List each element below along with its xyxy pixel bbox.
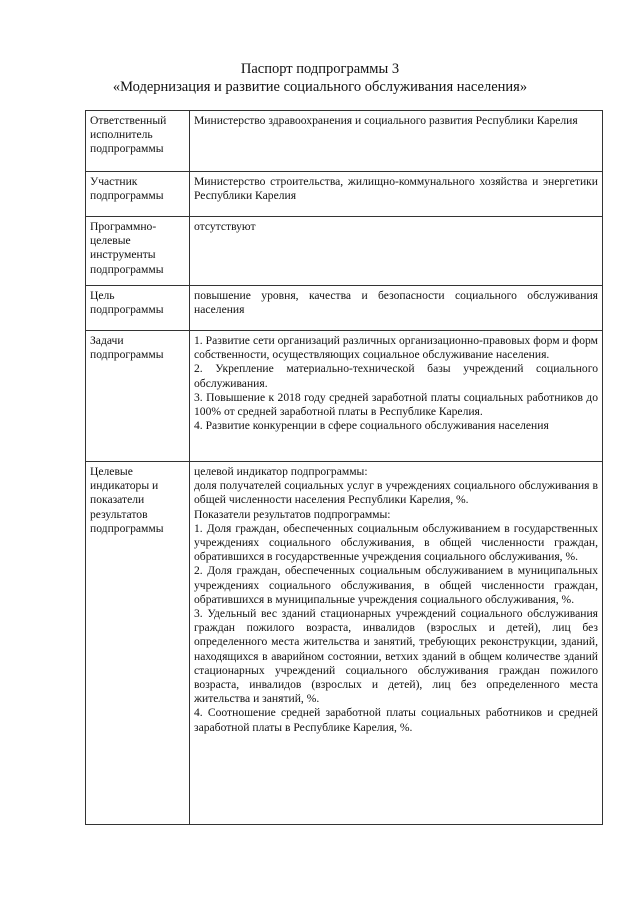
row-label: Программно-целевые инструменты подпрограммы [86,217,190,286]
row-label: Цель подпрограммы [86,286,190,331]
table-row [86,286,603,331]
document-title [0,60,640,96]
indicator-item: 1. Доля граждан, обеспеченных социальным обслуживанием в государственных учреждениях социального обслуживания, в общей численности граждан, обратившихся в государственные учреждения социального обслуживания, %. [194,521,598,564]
row-value [190,172,603,217]
table-row [86,462,603,825]
title-line-1: Паспорт подпрограммы 3 [240,61,400,77]
row-value [190,286,603,331]
table-row [86,217,603,286]
task-item: 4. Развитие конкуренции в сфере социального обслуживания населения [194,419,549,433]
value-paragraph: Министерство строительства, жилищно-коммунального хозяйства и энергетики Республики Карелия [194,175,598,203]
table-row [86,172,603,217]
row-label: Целевые индикаторы и показатели результатов подпрограммы [86,462,190,825]
row-label: Задачи подпрограммы [86,331,190,462]
row-label: Участник подпрограммы [86,172,190,217]
indicator-item: 4. Соотношение средней заработной платы социальных работников и средней заработной платы в Республике Карелия, %. [194,706,598,734]
table-row [86,331,603,462]
value-paragraph: отсутствуют [194,220,256,233]
title-line-2: «Модернизация и развитие социального обслуживания населения» [112,79,528,95]
indicator-heading: Показатели результатов подпрограммы: [194,507,391,521]
passport-table [85,110,603,825]
row-value [190,331,603,462]
indicator-item: 3. Удельный вес зданий стационарных учреждений социального обслуживания граждан пожилого возраста, инвалидов (взрослых и детей), лиц без определенного места жительства и занятий, требующих реконструкции, зданий, находящихся в аварийном состоянии, ветхих зданий в общем количестве зданий стационарных учреждений социального обслуживания граждан пожилого возраста, инвалидов (взрослых и детей), лиц без определенного места жительства и занятий, %. [194,607,598,706]
value-paragraph: повышение уровня, качества и безопасности социального обслуживания населения [194,289,598,317]
indicator-heading: целевой индикатор подпрограммы: [194,465,368,478]
table-row [86,111,603,172]
indicator-item: доля получателей социальных услуг в учреждениях социального обслуживания в общей численности населения Республики Карелия, %. [194,479,598,507]
row-value [190,111,603,172]
row-label: Ответственный исполнитель подпрограммы [86,111,190,172]
task-item: 2. Укрепление материально-технической базы учреждений социального обслуживания. [194,362,598,390]
task-item: 3. Повышение к 2018 году средней заработной платы социальных работников до 100% от средней заработной платы в Республике Карелия. [194,390,598,419]
row-value [190,217,603,286]
value-paragraph: Министерство здравоохранения и социального развития Республики Карелия [194,114,578,127]
task-item: 1. Развитие сети организаций различных организационно-правовых форм и форм собственности, осуществляющих социальное обслуживание населения. [194,334,598,362]
indicator-item: 2. Доля граждан, обеспеченных социальным обслуживанием в муниципальных учреждениях социального обслуживания, в общей численности граждан, обратившихся в муниципальные учреждения социального обслуживания, %. [194,564,598,606]
row-value [190,462,603,825]
